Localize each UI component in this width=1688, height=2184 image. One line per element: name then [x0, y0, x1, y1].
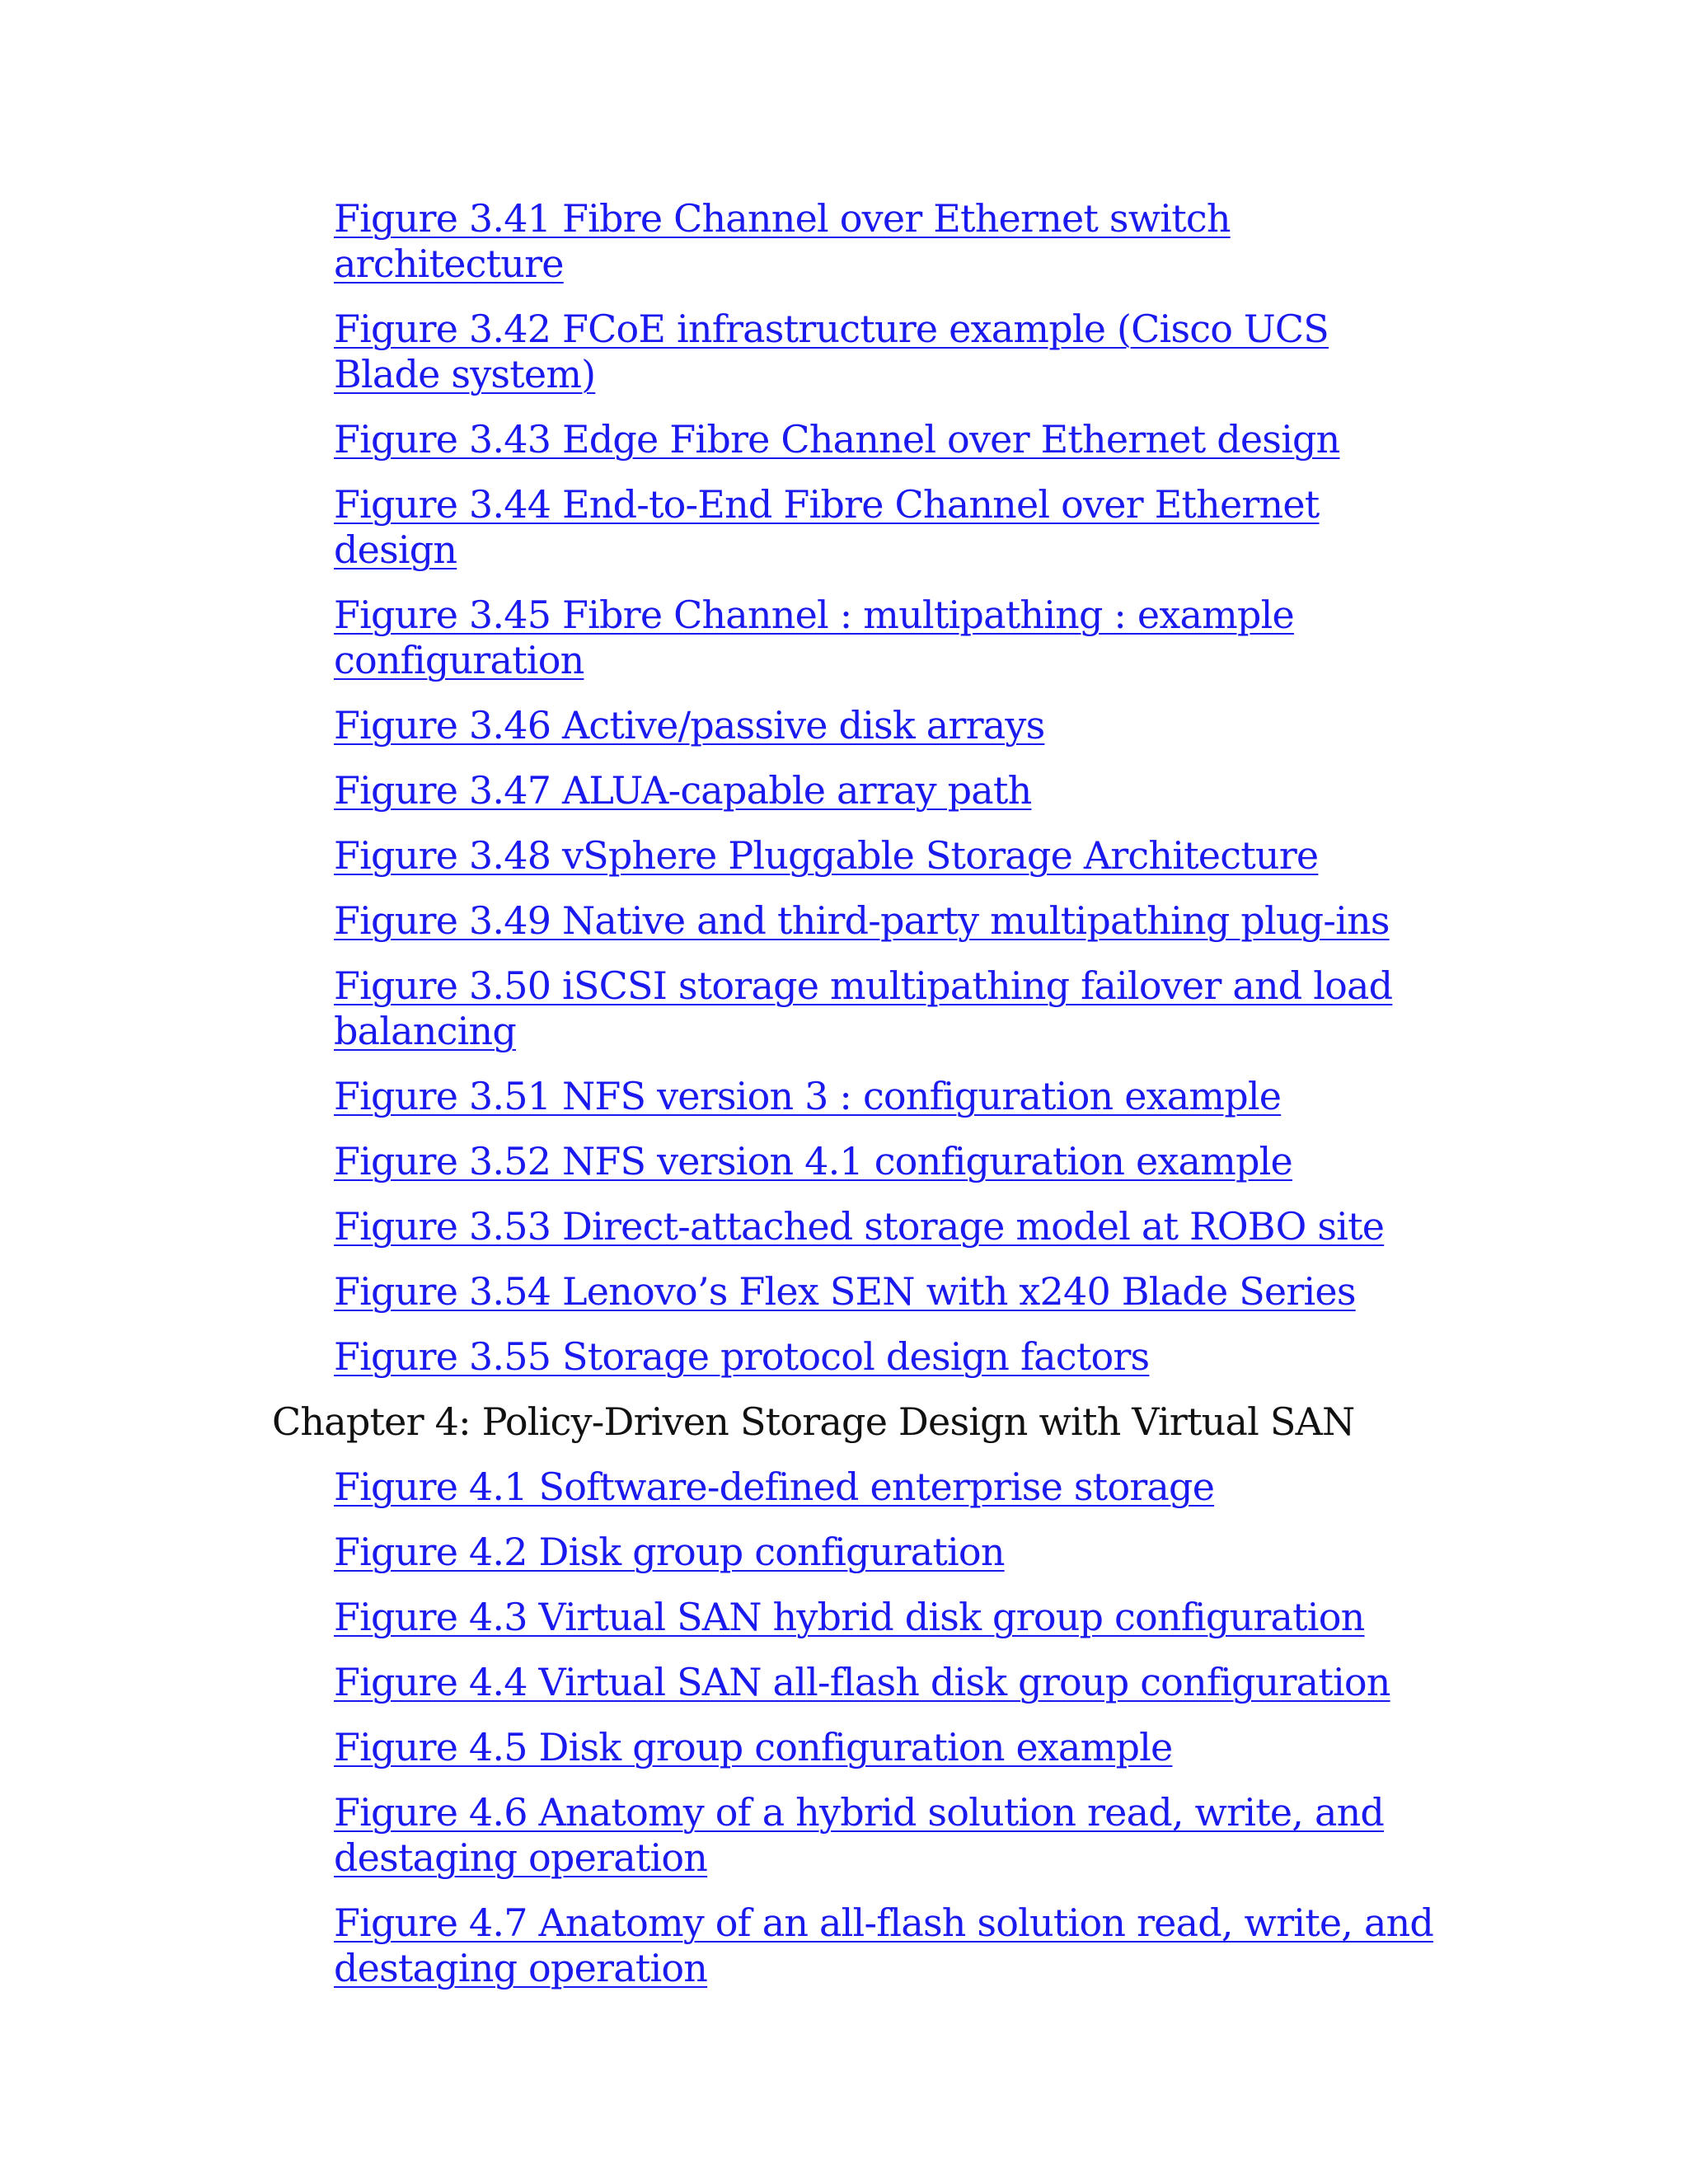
- toc-link-figure-4-7[interactable]: Figure 4.7 Anatomy of an all-flash solution read, write, and destaging operation: [334, 1900, 1434, 1990]
- toc-link-figure-4-4[interactable]: Figure 4.4 Virtual SAN all-flash disk group configuration: [334, 1660, 1390, 1704]
- table-of-contents: [272, 196, 1442, 2011]
- toc-link-figure-3-45[interactable]: Figure 3.45 Fibre Channel : multipathing : example configuration: [334, 593, 1294, 682]
- toc-link-figure-4-3[interactable]: Figure 4.3 Virtual SAN hybrid disk group configuration: [334, 1595, 1365, 1639]
- toc-link-figure-3-46[interactable]: Figure 3.46 Active/passive disk arrays: [334, 703, 1045, 748]
- toc-link-figure-3-53[interactable]: Figure 3.53 Direct-attached storage model at ROBO site: [334, 1204, 1385, 1249]
- toc-link-figure-4-1[interactable]: Figure 4.1 Software-defined enterprise storage: [334, 1465, 1215, 1509]
- toc-link-figure-3-47[interactable]: Figure 3.47 ALUA-capable array path: [334, 768, 1032, 813]
- toc-link-figure-3-50[interactable]: Figure 3.50 iSCSI storage multipathing failover and load balancing: [334, 963, 1393, 1053]
- toc-link-figure-3-41[interactable]: Figure 3.41 Fibre Channel over Ethernet switch architecture: [334, 196, 1231, 286]
- toc-link-figure-3-44[interactable]: Figure 3.44 End-to-End Fibre Channel over Ethernet design: [334, 482, 1320, 572]
- toc-link-figure-4-2[interactable]: Figure 4.2 Disk group configuration: [334, 1530, 1005, 1574]
- toc-link-figure-4-6[interactable]: Figure 4.6 Anatomy of a hybrid solution read, write, and destaging operation: [334, 1790, 1385, 1880]
- toc-link-figure-4-5[interactable]: Figure 4.5 Disk group configuration example: [334, 1725, 1173, 1769]
- toc-link-figure-3-52[interactable]: Figure 3.52 NFS version 4.1 configuration example: [334, 1139, 1292, 1183]
- toc-link-figure-3-48[interactable]: Figure 3.48 vSphere Pluggable Storage Architecture: [334, 833, 1319, 878]
- toc-link-figure-3-55[interactable]: Figure 3.55 Storage protocol design factors: [334, 1334, 1150, 1379]
- chapter-4-heading: Chapter 4: Policy-Driven Storage Design with Virtual SAN: [272, 1399, 1355, 1444]
- toc-link-figure-3-43[interactable]: Figure 3.43 Edge Fibre Channel over Ethernet design: [334, 417, 1340, 462]
- toc-link-figure-3-42[interactable]: Figure 3.42 FCoE infrastructure example (Cisco UCS Blade system): [334, 307, 1329, 396]
- toc-link-figure-3-49[interactable]: Figure 3.49 Native and third-party multipathing plug-ins: [334, 898, 1390, 943]
- toc-link-figure-3-51[interactable]: Figure 3.51 NFS version 3 : configuration example: [334, 1074, 1282, 1118]
- toc-link-figure-3-54[interactable]: Figure 3.54 Lenovo’s Flex SEN with x240 Blade Series: [334, 1269, 1356, 1314]
